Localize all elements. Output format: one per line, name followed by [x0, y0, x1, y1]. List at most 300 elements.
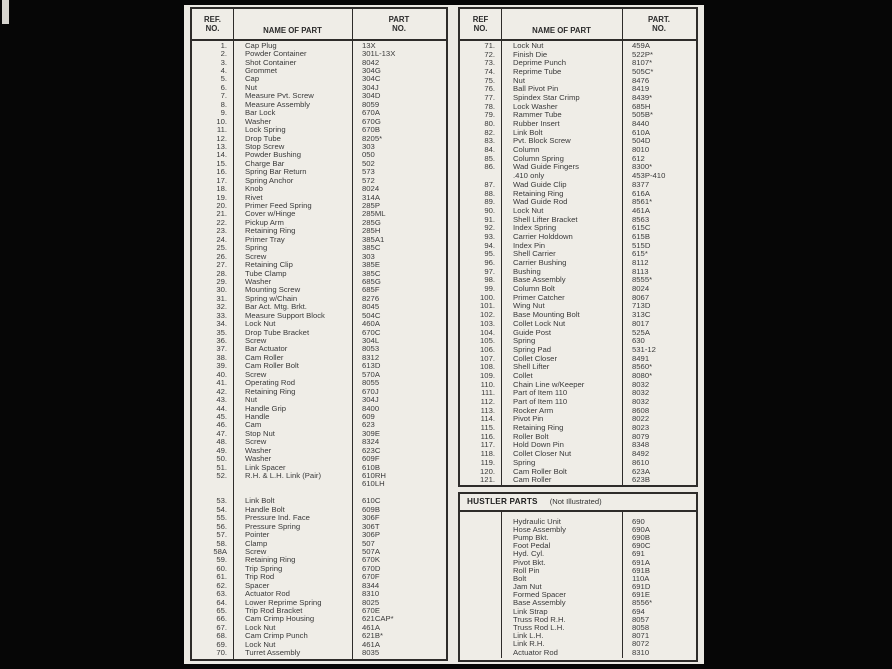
table-row [460, 267, 696, 276]
cell-ref: 95. [484, 249, 495, 259]
cell-part: 8017 [632, 318, 650, 328]
cell-name: Pressure Ind. Face [245, 513, 310, 523]
cell-part: 8010 [632, 145, 650, 155]
cell-part: 670J [362, 386, 379, 396]
table-row [460, 389, 696, 398]
cell-ref: 35. [216, 327, 227, 337]
cell-part: 304D [362, 91, 381, 101]
cell-part: 8113 [632, 266, 649, 276]
cell-ref: 39. [216, 361, 227, 371]
cell-part: 8476 [632, 75, 650, 85]
cell-name: Index Pin [513, 240, 546, 250]
table-row [460, 284, 696, 293]
cell-ref: 119. [480, 457, 495, 467]
cell-ref: 54. [216, 504, 227, 514]
cell-name: Pressure Spring [245, 521, 301, 531]
cell-ref: 120. [480, 466, 495, 476]
cell-name: Nut [513, 75, 525, 85]
cell-part: 670F [362, 572, 380, 582]
cell-name: Screw [245, 369, 267, 379]
cell-ref: 25. [216, 243, 227, 253]
cell-name: Grommet [245, 66, 278, 76]
cell-name: R.H. & L.H. Link (Pair) [245, 471, 322, 481]
cell-part: 303 [362, 251, 375, 261]
hustler-parts-header [460, 494, 696, 512]
cell-part: 8112 [632, 258, 649, 268]
cell-part: 8560* [632, 362, 653, 372]
cell-ref: 109. [480, 370, 495, 380]
cell-name: Washer [245, 276, 272, 286]
cell-part: 303 [362, 141, 375, 151]
cell-part: 613D [362, 361, 381, 371]
cell-part: 572 [362, 175, 375, 185]
cell-part: 690 [632, 516, 645, 526]
cell-part: 623B [632, 475, 650, 485]
table-row [460, 111, 696, 120]
table-row [460, 180, 696, 189]
cell-ref: 22. [216, 217, 227, 227]
cell-name: Turret Assembly [245, 648, 301, 658]
cell-part: 670C [362, 327, 381, 337]
cell-part: 610B [362, 462, 380, 472]
cell-part: 8348 [632, 440, 650, 450]
cell-ref: 8. [220, 99, 227, 109]
cell-part: 616A [632, 188, 650, 198]
table-row [460, 458, 696, 467]
cell-part: 385E [362, 260, 380, 270]
cell-name: Stop Nut [245, 428, 275, 438]
cell-ref: 103. [480, 318, 495, 328]
cell-name: Chain Line w/Keeper [513, 379, 585, 389]
cell-part: 8059 [362, 99, 380, 109]
cell-part: 8071 [632, 631, 650, 641]
right-table-body [460, 41, 696, 484]
cell-name: Pickup Arm [245, 217, 284, 227]
cell-name: Powder Bushing [245, 150, 301, 160]
hustler-table-body [460, 512, 696, 658]
cell-ref: 82. [484, 127, 495, 137]
cell-part: 8022 [632, 414, 650, 424]
cell-part: 8023 [632, 423, 650, 433]
cell-ref: 36. [216, 336, 227, 346]
cell-ref: 88. [484, 188, 495, 198]
cell-name: Guide Post [513, 327, 552, 337]
cell-ref: 19. [216, 192, 227, 202]
cell-part: 522P* [632, 49, 653, 59]
cell-ref: 21. [216, 209, 227, 219]
cell-ref: 59. [216, 555, 227, 565]
cell-ref: 90. [484, 205, 495, 215]
cell-part: 615B [632, 231, 650, 241]
cell-part: 505B* [632, 110, 653, 120]
cell-part: 8057 [632, 614, 650, 624]
cell-ref: 118. [480, 449, 495, 459]
cell-part: 621B* [362, 631, 383, 641]
cell-ref: 37. [216, 344, 227, 354]
cell-name: Primer Catcher [513, 292, 565, 302]
table-row [460, 41, 696, 50]
cell-ref: 4. [220, 66, 227, 76]
cell-name: Screw [245, 546, 267, 556]
cell-part: 623C [362, 445, 381, 455]
table-row [460, 93, 696, 102]
table-row [460, 76, 696, 85]
cell-ref: 65. [216, 606, 227, 616]
cell-part: 691B [632, 565, 650, 575]
cell-ref: 17. [216, 175, 227, 185]
cell-part: 8072 [632, 639, 650, 649]
cell-ref: 72. [484, 49, 495, 59]
cell-part: 385A1 [362, 234, 385, 244]
cell-name: Lock Nut [513, 205, 544, 215]
table-row [460, 449, 696, 458]
cell-part: 615C [632, 223, 651, 233]
table-row [460, 406, 696, 415]
cell-name: Screw [245, 251, 267, 261]
header-ref-line2: NO. [473, 24, 488, 33]
header-part-line2: NO. [392, 24, 406, 33]
cell-part: 13X [362, 40, 376, 50]
cell-part: 8440 [632, 119, 650, 129]
cell-name: Handle [245, 411, 270, 421]
cell-part: 8312 [362, 352, 380, 362]
cell-part: 304J [362, 82, 379, 92]
cell-part: 8024 [362, 184, 380, 194]
cell-name: Collet Lock Nut [513, 318, 566, 328]
cell-part: 8035 [362, 648, 380, 658]
cell-part: 670B [362, 125, 380, 135]
cell-part: 685G [362, 276, 381, 286]
cell-part: 8310 [632, 647, 650, 657]
table-row [460, 336, 696, 345]
cell-part: 8300* [632, 162, 653, 172]
cell-part: 691D [632, 582, 651, 592]
cell-ref: 51. [216, 462, 227, 472]
cell-ref: 23. [216, 226, 227, 236]
cell-part: 8608 [632, 405, 650, 415]
cell-ref: 38. [216, 352, 227, 362]
cell-ref: 58A [213, 546, 227, 556]
cell-part: 670A [362, 108, 380, 118]
table-row [460, 128, 696, 137]
cell-ref: 115. [480, 423, 495, 433]
left-table-body [192, 41, 446, 657]
cell-part: 8032 [632, 379, 650, 389]
cell-name: Link Bolt [245, 496, 275, 506]
cell-ref: 53. [216, 496, 227, 506]
cell-part: 691E [632, 590, 650, 600]
cell-name: Jam Nut [513, 582, 542, 592]
cell-name: Bar Act. Mtg. Brkt. [245, 302, 307, 312]
cell-part: 304C [362, 74, 381, 84]
cell-name: Lock Nut [245, 622, 276, 632]
cell-ref: 52. [216, 471, 227, 481]
table-row [460, 441, 696, 450]
cell-name: Shot Container [245, 57, 297, 67]
cell-part: 385C [362, 268, 381, 278]
cell-part: 8079 [632, 431, 650, 441]
cell-name: Retaining Ring [513, 188, 564, 198]
cell-name: Nut [245, 82, 257, 92]
cell-part: 502 [362, 158, 375, 168]
table-row [192, 649, 446, 657]
cell-ref: 75. [484, 75, 495, 85]
cell-ref: 91. [484, 214, 495, 224]
table-row [460, 371, 696, 380]
cell-name: Spring [513, 336, 536, 346]
cell-ref: 2. [220, 49, 227, 59]
header-name-of-part [233, 9, 352, 39]
cell-ref: 43. [216, 395, 227, 405]
cell-name: Cam Roller Bolt [245, 361, 299, 371]
header-part-line1: PART [388, 14, 410, 24]
cell-name: Column [513, 145, 540, 155]
cell-part: 690C [632, 541, 651, 551]
cell-part: 713D [632, 301, 651, 311]
cell-part: 505C* [632, 66, 654, 76]
header-ref-no [192, 9, 233, 39]
cell-part: 8563 [632, 214, 650, 224]
cell-ref: 3. [220, 57, 227, 67]
cell-part: 285G [362, 217, 381, 227]
cell-name: Lock Washer [513, 101, 558, 111]
cell-ref: 45. [216, 411, 227, 421]
cell-ref: 101. [480, 301, 495, 311]
table-row [460, 84, 696, 93]
table-row [460, 302, 696, 311]
cell-part: 609B [362, 504, 380, 514]
table-row [460, 119, 696, 128]
cell-ref: 5. [220, 74, 227, 84]
cell-name: Foot Pedal [513, 541, 551, 551]
cell-name: Collet Closer Nut [513, 449, 572, 459]
cell-name: Shell Lifter Bracket [513, 214, 578, 224]
cell-part: 694 [632, 606, 645, 616]
cell-ref: 47. [216, 428, 227, 438]
cell-ref: 76. [484, 84, 495, 94]
cell-name: Drop Tube Bracket [245, 327, 310, 337]
cell-name: Lock Nut [513, 40, 544, 50]
cell-name: Shell Lifter [513, 362, 550, 372]
cell-ref: 13. [216, 141, 227, 151]
table-row [460, 241, 696, 250]
cell-name: Truss Rod R.H. [513, 614, 566, 624]
cell-name: Spring Anchor [245, 175, 294, 185]
cell-name: Actuator Rod [245, 589, 290, 599]
cell-ref: 64. [216, 597, 227, 607]
cell-ref: 92. [484, 223, 495, 233]
cell-name: Drop Tube [245, 133, 281, 143]
cell-part: 8080* [632, 370, 653, 380]
cell-part: 461A [362, 622, 380, 632]
cell-name: Operating Rod [245, 378, 295, 388]
cell-part: 504D [632, 136, 651, 146]
cell-part: 306T [362, 521, 380, 531]
cell-name: Carrier Holddown [513, 231, 573, 241]
cell-part: 304L [362, 336, 380, 346]
cell-part: 459A [632, 40, 650, 50]
cell-ref: 34. [216, 319, 227, 329]
cell-ref: 1. [220, 40, 227, 50]
table-row [460, 397, 696, 406]
cell-ref: 60. [216, 563, 227, 573]
cell-name: Handle Grip [245, 403, 287, 413]
table-row [460, 467, 696, 476]
cell-part: 8344 [362, 580, 380, 590]
header-name-label: NAME OF PART [532, 25, 591, 35]
cell-ref: 16. [216, 167, 227, 177]
cell-name: Collet Closer [513, 353, 558, 363]
cell-part: 050 [362, 150, 375, 160]
cell-name: Rubber Insert [513, 119, 560, 129]
cell-ref: 15. [216, 158, 227, 168]
cell-part: 8491 [632, 353, 650, 363]
cell-name: Lock Spring [245, 125, 286, 135]
cell-ref: 29. [216, 276, 227, 286]
cell-ref: 110. [480, 379, 495, 389]
cell-ref: 99. [484, 284, 495, 294]
cell-ref: 113. [480, 405, 495, 415]
cell-ref: 44. [216, 403, 227, 413]
cell-ref: 78. [484, 101, 495, 111]
cell-part: 110A [632, 573, 650, 583]
cell-name: Clamp [245, 538, 268, 548]
cell-part: 690A [632, 524, 650, 534]
cell-name: Handle Bolt [245, 504, 285, 514]
cell-ref: 89. [484, 197, 495, 207]
cell-ref: 104. [480, 327, 495, 337]
cell-part: 8492 [632, 449, 650, 459]
cell-name: Trip Rod [245, 572, 275, 582]
cell-name: Ball Pivot Pin [513, 84, 559, 94]
cell-ref: 30. [216, 285, 227, 295]
cell-name: Bar Actuator [245, 344, 288, 354]
cell-name: Retaining Ring [245, 555, 296, 565]
cell-name: .410 only [513, 171, 545, 181]
cell-ref: 117. [480, 440, 495, 450]
cell-name: Retaining Clip [245, 260, 293, 270]
cell-name: Column Spring [513, 153, 564, 163]
cell-name: Spring Pad [513, 344, 552, 354]
cell-name: Measure Assembly [245, 99, 310, 109]
table-row [460, 475, 696, 484]
cell-ref: 77. [484, 92, 495, 102]
cell-ref: 57. [216, 530, 227, 540]
table-row [460, 293, 696, 302]
cell-name: Primer Tray [245, 234, 285, 244]
cell-name: Spacer [245, 580, 270, 590]
cell-name: Pointer [245, 530, 270, 540]
cell-part: 8025 [362, 597, 380, 607]
cell-ref: 32. [216, 302, 227, 312]
cell-name: Link R.H. [513, 639, 545, 649]
cell-ref: 79. [484, 110, 495, 120]
cell-ref: 70. [216, 648, 227, 658]
cell-ref: 67. [216, 622, 227, 632]
cell-part: 8276 [362, 293, 380, 303]
cell-name: Part of Item 110 [513, 397, 568, 407]
cell-name: Knob [245, 184, 263, 194]
cell-part: 670K [362, 555, 380, 565]
cell-name: Spring [245, 243, 268, 253]
cell-ref: 85. [484, 153, 495, 163]
cell-ref: 83. [484, 136, 495, 146]
cell-ref: 63. [216, 589, 227, 599]
table-row [460, 102, 696, 111]
cell-ref: 7. [220, 91, 227, 101]
cell-name: Column Bolt [513, 284, 555, 294]
cell-part: 285ML [362, 209, 386, 219]
cell-ref: 26. [216, 251, 227, 261]
parts-table-right [458, 7, 698, 487]
cell-name: Index Spring [513, 223, 557, 233]
cell-ref: 6. [220, 82, 227, 92]
cell-ref: 11. [216, 125, 227, 135]
cell-part: 8400 [362, 403, 380, 413]
cell-ref: 108. [480, 362, 495, 372]
cell-name: Retaining Ring [245, 386, 296, 396]
table-row [460, 276, 696, 285]
cell-ref: 10. [216, 116, 227, 126]
cell-ref: 73. [484, 58, 495, 68]
cell-name: Lock Nut [245, 319, 276, 329]
cell-part: 8053 [362, 344, 380, 354]
cell-name: Hydraulic Unit [513, 516, 561, 526]
cell-name: Base Assembly [513, 275, 566, 285]
cell-name: Bolt [513, 573, 527, 583]
cell-part: 570A [362, 369, 380, 379]
cell-part: 610RH [362, 471, 386, 481]
cell-name: Finish Die [513, 49, 548, 59]
cell-part: 385C [362, 243, 381, 253]
cell-name: Stop Screw [245, 141, 285, 151]
column-divider [501, 512, 502, 658]
cell-name: Formed Spacer [513, 590, 566, 600]
cell-ref: 116. [480, 431, 495, 441]
cell-name: Measure Pvt. Screw [245, 91, 314, 101]
cell-part: 8067 [632, 292, 650, 302]
cell-part: 670D [362, 563, 381, 573]
cell-name: Spring w/Chain [245, 293, 298, 303]
table-row [460, 648, 696, 656]
cell-part: 515D [632, 240, 651, 250]
cell-part: 685H [632, 101, 651, 111]
cell-ref: 18. [216, 184, 227, 194]
cell-part: 8058 [632, 623, 650, 633]
cell-name: Cam Roller [513, 475, 552, 485]
cell-name: Primer Feed Spring [245, 201, 312, 211]
cell-name: Actuator Rod [513, 647, 558, 657]
table-row [460, 319, 696, 328]
cell-ref: 40. [216, 369, 227, 379]
cell-part: 8610 [632, 457, 650, 467]
cell-part: 507 [362, 538, 375, 548]
cell-ref: 84. [484, 145, 495, 155]
cell-ref: 86. [484, 162, 495, 172]
cell-ref: 49. [216, 445, 227, 455]
cell-name: Rivet [245, 192, 263, 202]
cell-part: 8032 [632, 388, 650, 398]
cell-name: Powder Container [245, 49, 307, 59]
cell-part: 691A [632, 557, 650, 567]
table-row [460, 328, 696, 337]
cell-part: 8556* [632, 598, 653, 608]
cell-name: Link L.H. [513, 631, 544, 641]
cell-part: 8310 [362, 589, 380, 599]
table-row [460, 345, 696, 354]
header-part-no [352, 9, 446, 39]
right-table-header [460, 9, 696, 41]
